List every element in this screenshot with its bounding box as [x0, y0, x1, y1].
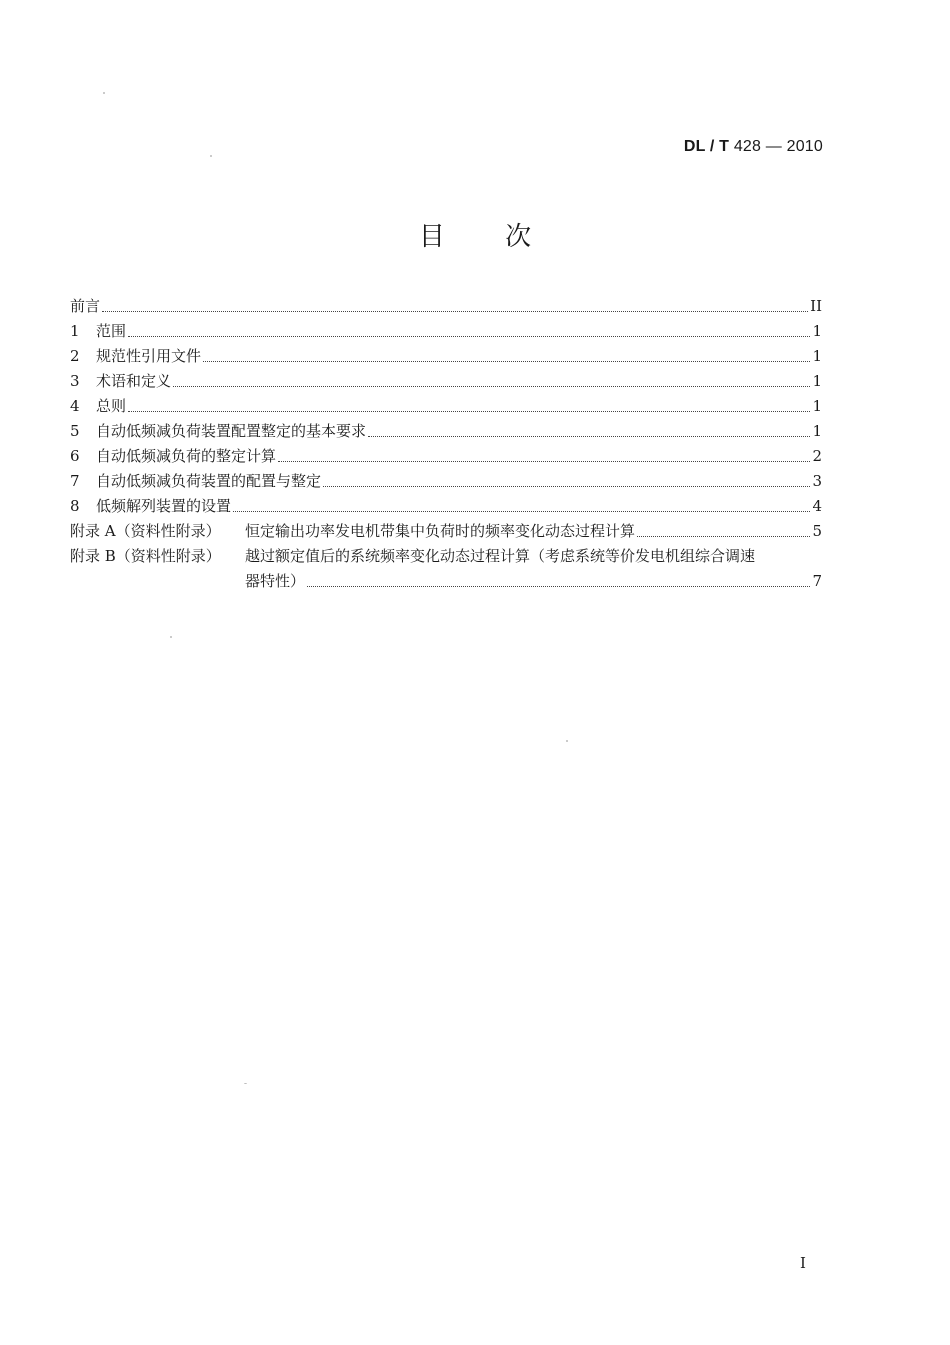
- toc-label: 恒定输出功率发电机带集中负荷时的频率变化动态过程计算: [245, 522, 636, 540]
- toc-leader: [323, 486, 810, 487]
- document-code: [684, 138, 823, 156]
- toc-entry-3[interactable]: [70, 369, 822, 394]
- toc-number: 4: [70, 397, 80, 415]
- toc-entry-7[interactable]: [70, 469, 822, 494]
- toc-leader: [203, 361, 810, 362]
- toc-page: 7: [812, 572, 822, 590]
- title-char-1: 目: [418, 222, 445, 252]
- scan-speck: [210, 155, 212, 157]
- toc-number: 1: [70, 322, 80, 340]
- toc-entry-appendix-a[interactable]: [70, 519, 822, 544]
- toc-leader: [233, 511, 810, 512]
- toc-entry-foreword[interactable]: [70, 294, 822, 319]
- toc-entry-8[interactable]: [70, 494, 822, 519]
- toc-leader: [278, 461, 810, 462]
- toc-label: 越过额定值后的系统频率变化动态过程计算（考虑系统等价发电机组综合调速: [245, 547, 756, 565]
- toc-appendix-prefix: 附录 B（资料性附录）: [70, 547, 221, 565]
- toc-page: 1: [812, 422, 822, 440]
- page-number: I: [800, 1254, 806, 1272]
- toc-appendix-prefix: 附录 A（资料性附录）: [70, 522, 221, 540]
- scan-speck: [566, 740, 568, 742]
- toc-label: 自动低频减负荷装置的配置与整定: [96, 472, 322, 490]
- toc-leader: [637, 536, 810, 537]
- page-title: [0, 216, 950, 253]
- toc-number: 2: [70, 347, 80, 365]
- toc-leader: [173, 386, 810, 387]
- scan-speck: [103, 92, 105, 94]
- toc-label: 低频解列装置的设置: [96, 497, 232, 515]
- toc-label: 规范性引用文件: [96, 347, 202, 365]
- toc-page: 1: [812, 322, 822, 340]
- table-of-contents: [70, 294, 822, 594]
- toc-leader: [128, 336, 810, 337]
- scan-speck: [170, 636, 172, 638]
- toc-leader: [368, 436, 810, 437]
- toc-label: 总则: [96, 397, 127, 415]
- title-char-2: 次: [505, 222, 532, 252]
- toc-entry-2[interactable]: [70, 344, 822, 369]
- toc-entry-appendix-b-continued[interactable]: [70, 569, 822, 594]
- toc-entry-1[interactable]: [70, 319, 822, 344]
- toc-label: 范围: [96, 322, 127, 340]
- toc-entry-4[interactable]: [70, 394, 822, 419]
- toc-page: 1: [812, 347, 822, 365]
- toc-page: 5: [812, 522, 822, 540]
- toc-label: 自动低频减负荷装置配置整定的基本要求: [96, 422, 367, 440]
- document-code-number: 428 — 2010: [729, 138, 823, 155]
- toc-leader: [307, 586, 810, 587]
- toc-page: 2: [812, 447, 822, 465]
- toc-entry-6[interactable]: [70, 444, 822, 469]
- toc-number: 3: [70, 372, 80, 390]
- toc-leader: [128, 411, 810, 412]
- document-code-prefix: DL / T: [683, 138, 730, 155]
- toc-entry-appendix-b[interactable]: [70, 544, 822, 569]
- toc-label: 自动低频减负荷的整定计算: [96, 447, 277, 465]
- toc-page: 3: [812, 472, 822, 490]
- toc-label: 术语和定义: [96, 372, 172, 390]
- toc-number: 5: [70, 422, 80, 440]
- toc-page: 1: [812, 372, 822, 390]
- toc-page: II: [810, 297, 822, 315]
- toc-leader: [102, 311, 808, 312]
- toc-entry-5[interactable]: [70, 419, 822, 444]
- scan-speck: [244, 1083, 247, 1084]
- toc-label: 器特性）: [245, 572, 306, 590]
- toc-label: 前言: [70, 297, 101, 315]
- toc-number: 7: [70, 472, 80, 490]
- toc-page: 4: [812, 497, 822, 515]
- toc-page: 1: [812, 397, 822, 415]
- toc-number: 6: [70, 447, 80, 465]
- toc-number: 8: [70, 497, 80, 515]
